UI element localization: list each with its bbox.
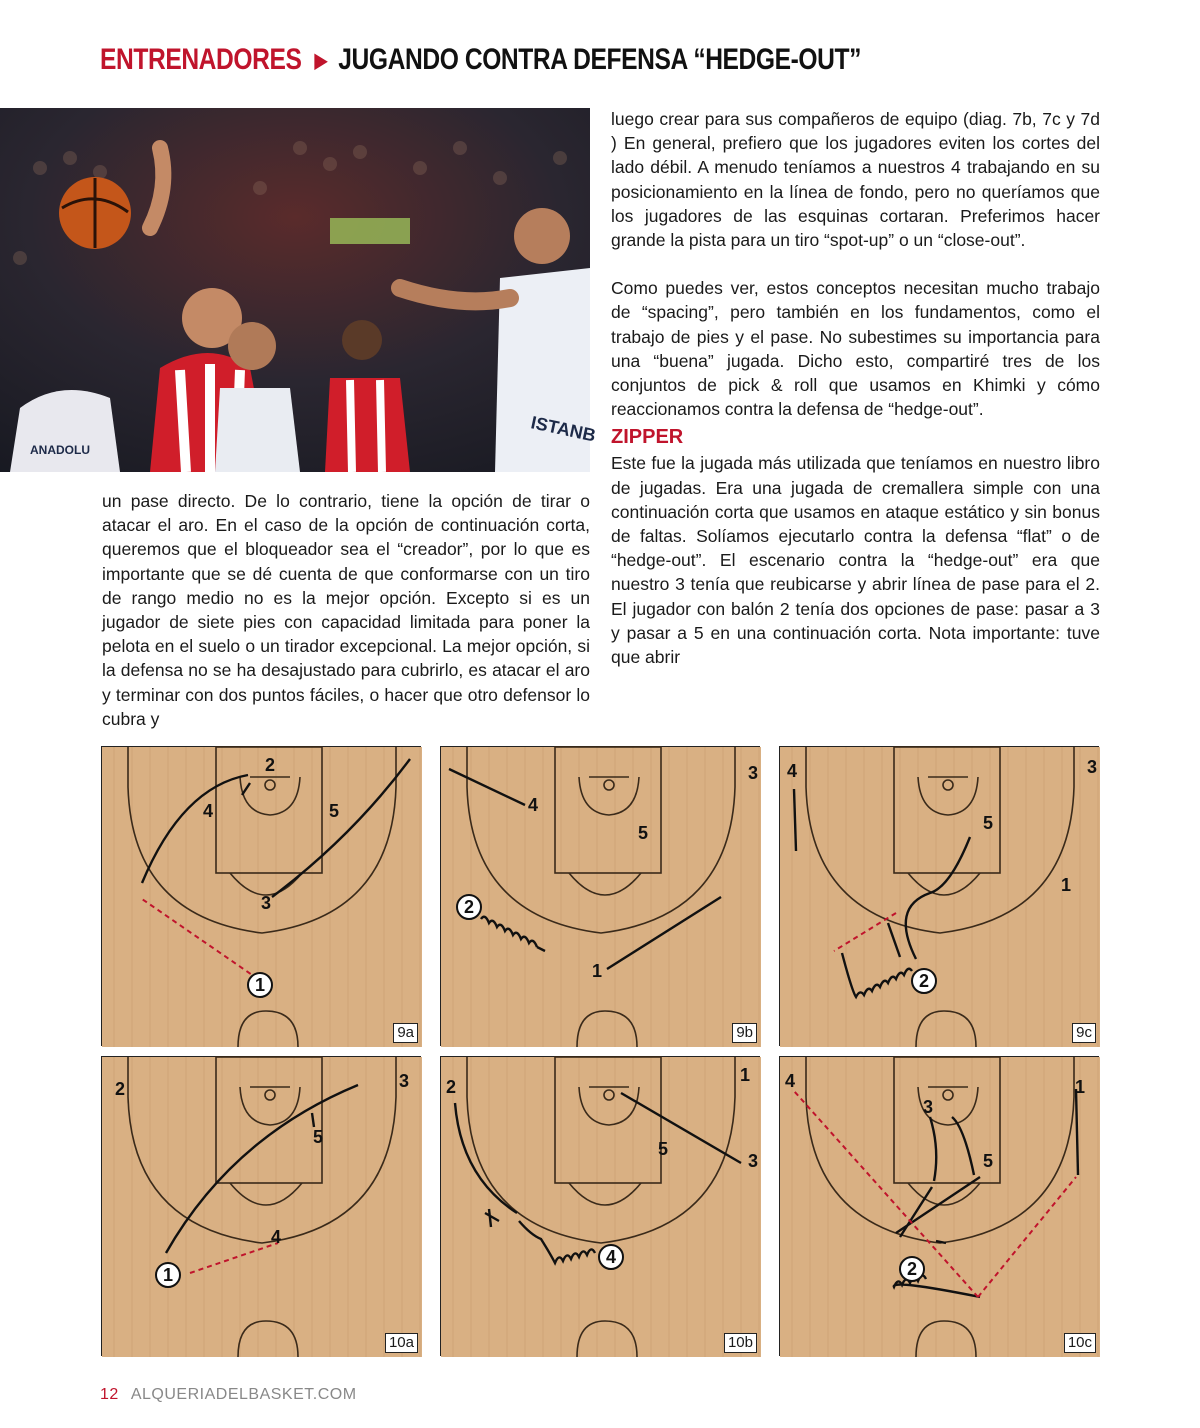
player-number: 2 [264, 755, 276, 775]
court-background [780, 747, 1100, 1047]
player-number: 5 [982, 813, 994, 833]
player-number: 1 [162, 1265, 174, 1285]
diagram-9b [440, 746, 760, 1046]
player-number: 3 [398, 1071, 410, 1091]
section-label: ENTRENADORES [100, 43, 302, 76]
player-number: 3 [747, 1151, 759, 1171]
player-number: 5 [982, 1151, 994, 1171]
site-name: ALQUERIADELBASKET.COM [130, 1386, 357, 1403]
page-header [100, 40, 861, 80]
paragraph: un pase directo. De lo contrario, tiene la opción de tirar o atacar el aro. En el caso de la opción de continuación corta, queremos que el bloqueador sea el “creador”, por lo que es importante que se dé cuenta de que conformarse con un tiro de rango medio no es la mejor opción. Excepto si es un jugador de siete pies con capacidad limitada para poner la pelota en el suelo o un tirador excepcional. La mejor opción, si la defensa no se ha desajustado para cubrirlo, es atacar el aro y terminar con dos puntos fáciles, o hacer que otro defensor lo cubra y [102, 491, 590, 729]
section-heading-zipper: ZIPPER [611, 426, 684, 449]
paragraph: Como puedes ver, estos conceptos necesitan mucho trabajo de “spacing”, pero también en los fundamentos, como el trabajo de pies y el pase. No subestimes su importancia para una “buena” jugada. Dicho esto, compartiré tres de los conjuntos de pick & roll que usamos en Khimki y cómo reaccionamos contra la defensa de “hedge-out”. [611, 278, 1100, 420]
player-number: 4 [202, 801, 214, 821]
diagram-9a [101, 746, 421, 1046]
jersey-text-istanbul: ISTANB [529, 412, 598, 446]
player-number: 3 [260, 893, 272, 913]
basketball-photo [0, 108, 598, 472]
diagram-label: 10a [385, 1333, 418, 1353]
diagram-label: 9b [732, 1023, 757, 1043]
page-footer [100, 1386, 357, 1404]
diagram-label: 9c [1072, 1023, 1096, 1043]
diagram-10a [101, 1056, 421, 1356]
player-number: 1 [254, 975, 266, 995]
court-background [780, 1057, 1100, 1357]
player-number: 5 [328, 801, 340, 821]
paragraph: Este fue la jugada más utilizada que teníamos en nuestro libro de jugadas. Era una jugada de cremallera simple con una continuación corta que usamos en ataque estático y sin bonus de faltas. Solíamos ejecutarlo contra la defensa “flat” o de “hedge-out”. El escenario contra la “hedge-out” era que nuestro 3 tenía que reubicarse y abrir línea de pase para el 2. El jugador con balón 2 tenía dos opciones de pase: pasar a 3 y pasar a 5 en una continuación corta. Nota importante: tuve que abrir [611, 453, 1100, 668]
player-number: 1 [1074, 1077, 1086, 1097]
court-background [441, 1057, 761, 1357]
player-number: 4 [784, 1071, 796, 1091]
player-number: 5 [657, 1139, 669, 1159]
player-number: 2 [445, 1077, 457, 1097]
player-number: 4 [270, 1227, 282, 1247]
player-number: 3 [1086, 757, 1098, 777]
player-number: 2 [906, 1259, 918, 1279]
diagram-9c [779, 746, 1099, 1046]
jersey-text-anadolu: ANADOLU [30, 443, 90, 457]
player-number: 1 [591, 961, 603, 981]
page-title: JUGANDO CONTRA DEFENSA “HEDGE-OUT” [338, 43, 862, 76]
diagram-label: 10c [1064, 1333, 1096, 1353]
player-number: 3 [922, 1097, 934, 1117]
diagram-10c [779, 1056, 1099, 1356]
player-number: 5 [312, 1127, 324, 1147]
player-number: 3 [747, 763, 759, 783]
player-number: 4 [605, 1247, 617, 1267]
diagram-10b [440, 1056, 760, 1356]
page-number: 12 [100, 1386, 119, 1403]
court-background [102, 1057, 422, 1357]
triangle-arrow-icon: ▶ [314, 49, 327, 72]
player-number: 4 [786, 761, 798, 781]
player-number: 4 [527, 795, 539, 815]
paragraph: luego crear para sus compañeros de equipo (diag. 7b, 7c y 7d ) En general, prefiero que los jugadores eviten los cortes del lado débil. A menudo teníamos a nuestros 4 trabajando en su posicionamiento en la línea de fondo, pero no queríamos que los jugadores de las esquinas cortaran. Preferimos hacer grande la pista para un tiro “spot-up” o un “close-out”. [611, 109, 1100, 251]
player-number: 2 [463, 897, 475, 917]
right-text-column [611, 107, 1100, 669]
player-number: 2 [114, 1079, 126, 1099]
diagram-label: 10b [724, 1333, 757, 1353]
diagram-label: 9a [393, 1023, 418, 1043]
player-number: 5 [637, 823, 649, 843]
court-background [441, 747, 761, 1047]
left-text-column [102, 489, 590, 731]
player-number: 2 [918, 971, 930, 991]
player-number: 1 [739, 1065, 751, 1085]
player-number: 1 [1060, 875, 1072, 895]
